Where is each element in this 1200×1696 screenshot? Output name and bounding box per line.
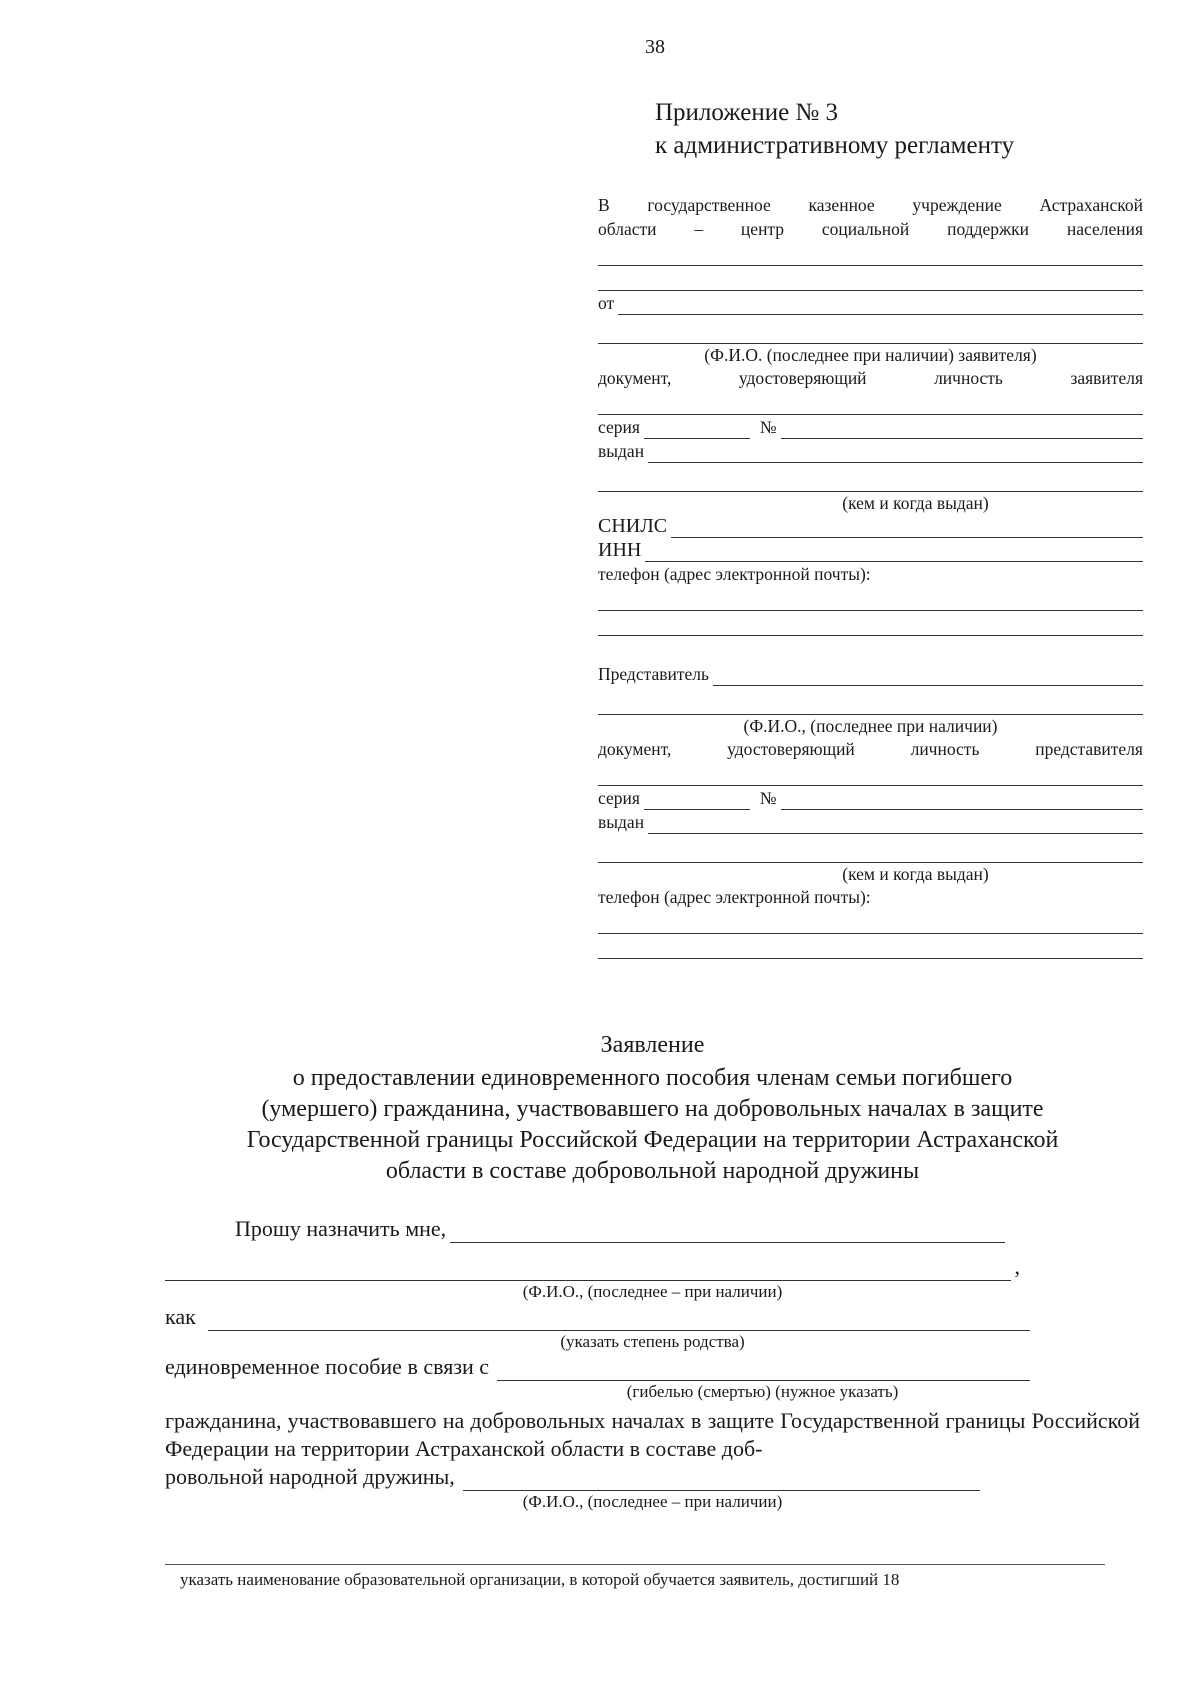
addressee-blank-2[interactable] <box>598 266 1143 291</box>
rep-issued-label: выдан <box>598 812 645 832</box>
snils-field[interactable] <box>671 519 1143 538</box>
from-field[interactable] <box>618 296 1143 315</box>
id-doc-label: документ, удостоверяющий личность заявителя <box>598 368 1143 388</box>
representative-fio-caption: (Ф.И.О., (последнее при наличии) <box>743 716 998 736</box>
applicant-fio-field[interactable] <box>165 1260 1011 1281</box>
title-heading: Заявление <box>600 1032 705 1058</box>
rep-issued-caption: (кем и когда выдан) <box>842 864 989 884</box>
issued-label: выдан <box>598 441 645 461</box>
rep-id-doc-field[interactable] <box>598 761 1143 786</box>
application-title <box>160 1030 1145 1187</box>
title-line-4: области в составе добровольной народной дружины <box>385 1158 920 1184</box>
issued-blank[interactable] <box>598 463 1143 492</box>
series-field[interactable] <box>644 420 750 439</box>
title-line-2: (умершего) гражданина, участвовавшего на добровольных началах в защите <box>261 1096 1044 1122</box>
issued-field[interactable] <box>648 444 1143 463</box>
title-line-3: Государственной границы Российской Федерации на территории Астраханской <box>246 1127 1059 1153</box>
snils-label: СНИЛС <box>598 515 668 537</box>
rep-id-doc-label: документ, удостоверяющий личность представителя <box>598 739 1143 759</box>
rep-phone-field-2[interactable] <box>598 934 1143 959</box>
phone-field-1[interactable] <box>598 586 1143 611</box>
death-reason-field[interactable] <box>497 1360 1030 1381</box>
inn-label: ИНН <box>598 539 642 561</box>
appendix-line-2: к административному регламенту <box>655 132 1015 159</box>
rep-series-field[interactable] <box>644 791 750 810</box>
number-label: № <box>759 417 777 437</box>
phone-label: телефон (адрес электронной почты): <box>598 564 871 584</box>
applicant-fio-body-caption: (Ф.И.О., (последнее – при наличии) <box>522 1282 783 1301</box>
series-label: серия <box>598 417 640 437</box>
applicant-fio-caption: (Ф.И.О. (последнее при наличии) заявителя) <box>704 345 1037 365</box>
from-blank[interactable] <box>598 315 1143 344</box>
rep-issued-blank[interactable] <box>598 834 1143 863</box>
request-field[interactable] <box>450 1222 1005 1243</box>
rep-issued-field[interactable] <box>648 815 1143 834</box>
allowance-label: единовременное пособие в связи с <box>165 1354 490 1379</box>
citizen-text: гражданина, участвовавшего на добровольных началах в защите Государственной границы Российской Федерации на территории Астраханской области в составе доб- <box>165 1408 1140 1461</box>
from-label: от <box>598 293 615 313</box>
rep-phone-field-1[interactable] <box>598 909 1143 934</box>
death-caption: (гибелью (смертью) (нужное указать) <box>626 1382 899 1401</box>
rep-number-label: № <box>759 788 777 808</box>
kinship-caption: (указать степень родства) <box>560 1332 745 1351</box>
addressee-blank-1[interactable] <box>598 241 1143 266</box>
appendix-header <box>655 96 1014 162</box>
request-label: Прошу назначить мне, <box>235 1216 447 1241</box>
citizen-fio-caption: (Ф.И.О., (последнее – при наличии) <box>522 1492 783 1511</box>
footnote-divider <box>165 1564 1105 1565</box>
representative-blank[interactable] <box>598 686 1143 715</box>
addressee-block <box>598 193 1143 959</box>
representative-label: Представитель <box>598 664 709 684</box>
representative-field[interactable] <box>713 667 1143 686</box>
citizen-text-end: ровольной народной дружины, <box>165 1464 455 1489</box>
phone-field-2[interactable] <box>598 611 1143 636</box>
inn-field[interactable] <box>645 543 1143 562</box>
issued-caption: (кем и когда выдан) <box>842 493 989 513</box>
rep-series-label: серия <box>598 788 640 808</box>
page-number: 38 <box>645 36 665 58</box>
citizen-fio-field[interactable] <box>463 1470 980 1491</box>
application-body <box>165 1215 1140 1513</box>
kinship-field[interactable] <box>208 1310 1030 1331</box>
rep-number-field[interactable] <box>781 791 1143 810</box>
footnote: указать наименование образовательной организации, в которой обучается заявитель, достигший 18 <box>180 1570 900 1589</box>
title-line-1: о предоставлении единовременного пособия членам семьи погибшего <box>292 1065 1013 1091</box>
appendix-line-1: Приложение № 3 <box>655 99 839 126</box>
comma: , <box>1014 1254 1020 1279</box>
addressee-line-1: В государственное казенное учреждение Астраханской <box>598 195 1143 215</box>
rep-phone-label: телефон (адрес электронной почты): <box>598 887 871 907</box>
as-label: как <box>165 1304 196 1329</box>
number-field[interactable] <box>781 420 1143 439</box>
id-doc-field[interactable] <box>598 390 1143 415</box>
addressee-line-2: области – центр социальной поддержки населения <box>598 219 1143 239</box>
